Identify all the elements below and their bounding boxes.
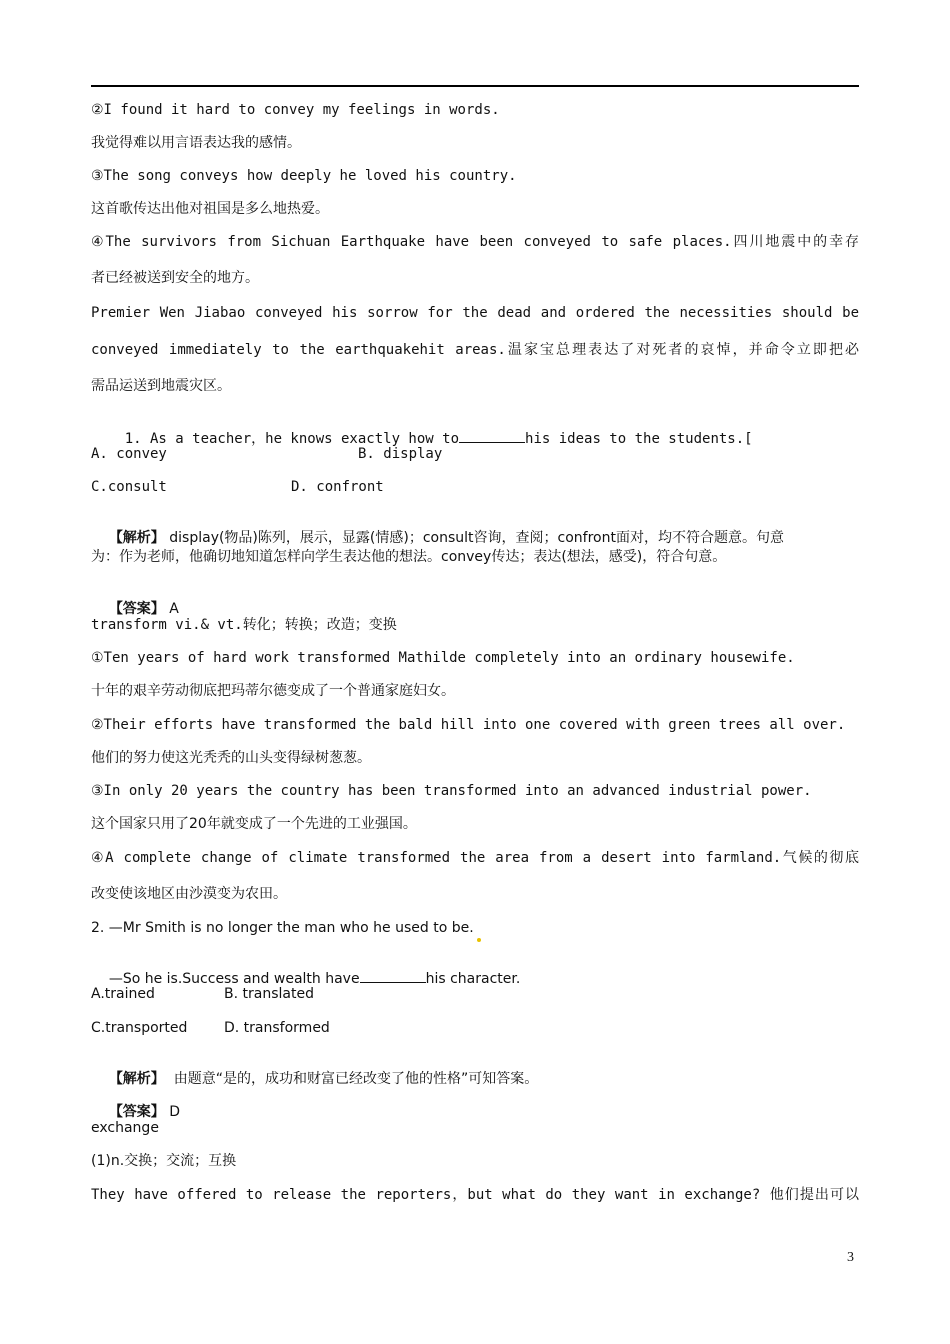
question-2-stem: 2. —Mr Smith is no longer the man who he used to be. bbox=[91, 920, 474, 936]
option-b: B. translated bbox=[224, 986, 314, 1002]
answer-value: A bbox=[164, 601, 179, 617]
translation-line: 需品运送到地震灾区。 bbox=[91, 378, 231, 394]
question-1-stem-text-end: his ideas to the students.[ bbox=[525, 431, 753, 447]
example-line: ④The survivors from Sichuan Earthquake have been conveyed to safe places.四川地震中的幸存 bbox=[91, 234, 859, 250]
translation-line: 十年的艰辛劳动彻底把玛蒂尔德变成了一个普通家庭妇女。 bbox=[91, 683, 455, 699]
option-d: D. transformed bbox=[224, 1020, 330, 1036]
answer-blank bbox=[360, 970, 426, 983]
answer-blank bbox=[459, 430, 525, 443]
example-line: conveyed immediately to the earthquakehit areas.温家宝总理表达了对死者的哀悼，并命令立即把必 bbox=[91, 342, 859, 358]
example-line: ②Their efforts have transformed the bald hill into one covered with green trees all over. bbox=[91, 717, 846, 733]
example-line: ②I found it hard to convey my feelings in words. bbox=[91, 102, 500, 118]
example-line: ④A complete change of climate transformed the area from a desert into farmland.气候的彻底 bbox=[91, 850, 859, 866]
example-line: They have offered to release the reporters，but what do they want in exchange? 他们提出可以 bbox=[91, 1187, 859, 1203]
option-c: C.transported bbox=[91, 1020, 188, 1036]
answer-label: 【答案】 bbox=[108, 1104, 165, 1120]
translation-line: 这首歌传达出他对祖国是多么地热爱。 bbox=[91, 201, 329, 217]
example-line: Premier Wen Jiabao conveyed his sorrow for the dead and ordered the necessities should be bbox=[91, 305, 859, 321]
question-2-stem-text-end: his character. bbox=[425, 971, 521, 987]
option-a: A.trained bbox=[91, 986, 155, 1002]
answer-value: D bbox=[164, 1104, 181, 1120]
analysis-line: 为：作为老师，他确切地知道怎样向学生表达他的想法。convey传达；表达(想法，感受)，符合句意。 bbox=[91, 549, 727, 565]
analysis-text: 由题意“是的，成功和财富已经改变了他的性格”可知答案。 bbox=[164, 1071, 539, 1087]
option-c: C.consult bbox=[91, 479, 167, 495]
translation-line: 者已经被送到安全的地方。 bbox=[91, 270, 259, 286]
translation-line: 改变使该地区由沙漠变为农田。 bbox=[91, 886, 287, 902]
question-1-stem-text: 1. As a teacher，he knows exactly how to bbox=[124, 431, 460, 447]
header-rule bbox=[91, 85, 859, 87]
option-b: B. display bbox=[358, 446, 443, 462]
example-line: ③In only 20 years the country has been transformed into an advanced industrial power. bbox=[91, 783, 812, 799]
translation-line: 他们的努力使这光秃秃的山头变得绿树葱葱。 bbox=[91, 750, 371, 766]
option-a: A. convey bbox=[91, 446, 167, 462]
page-number: 3 bbox=[847, 1250, 854, 1265]
example-line: ③The song conveys how deeply he loved his country. bbox=[91, 168, 517, 184]
vocab-head: transform vi.& vt.转化；转换；改造；变换 bbox=[91, 617, 397, 633]
question-2-stem-text: —So he is.Success and wealth have bbox=[108, 971, 360, 987]
vocab-head: exchange bbox=[91, 1120, 159, 1136]
example-line: ①Ten years of hard work transformed Mathilde completely into an ordinary housewife. bbox=[91, 650, 795, 666]
yellow-dot-mark bbox=[477, 938, 481, 942]
analysis-label: 【解析】 bbox=[108, 530, 165, 546]
sense-line: (1)n.交换；交流；互换 bbox=[91, 1153, 237, 1169]
analysis-label: 【解析】 bbox=[108, 1071, 165, 1087]
translation-line: 这个国家只用了20年就变成了一个先进的工业强国。 bbox=[91, 816, 417, 832]
analysis-text: display(物品)陈列，展示，显露(情感)；consult咨询，查阅；confront面对，均不符合题意。句意 bbox=[164, 530, 784, 546]
translation-line: 我觉得难以用言语表达我的感情。 bbox=[91, 135, 301, 151]
answer-label: 【答案】 bbox=[108, 601, 165, 617]
option-d: D. confront bbox=[291, 479, 384, 495]
